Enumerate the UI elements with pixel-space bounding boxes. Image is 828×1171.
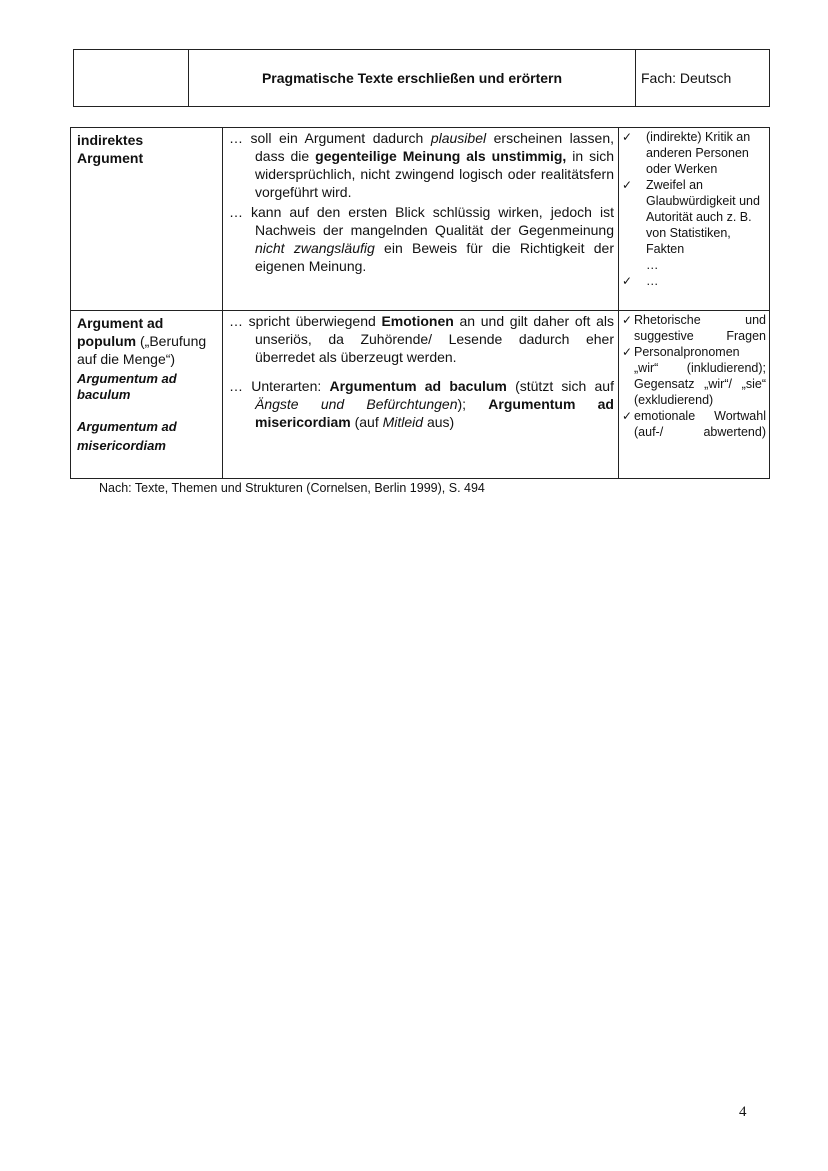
- list-item: ✓ …: [622, 274, 659, 288]
- checkmark-icon: ✓: [622, 345, 633, 359]
- list-item: ✓ (indirekte) Kritik an anderen Personen oder Werken: [622, 130, 751, 176]
- subject-label: Fach: Deutsch: [636, 50, 770, 107]
- argument-types-table: [70, 127, 770, 479]
- table-row: [71, 311, 770, 479]
- features-cell: [619, 128, 770, 311]
- subtype-name: Argumentum ad misericordiam: [77, 419, 177, 453]
- list-item: ✓ Rhetorische und suggestive Fragen: [622, 313, 766, 343]
- term-name: populum: [77, 333, 137, 349]
- list-item: ✓ emotionale Wortwahl (auf-/ abwertend): [622, 409, 766, 439]
- subtype-name: Argumentum ad baculum: [77, 371, 177, 402]
- list-item: …: [646, 258, 659, 272]
- checkmark-icon: ✓: [622, 130, 633, 144]
- description-paragraph: … Unterarten: Argumentum ad baculum (stützt sich auf Ängste und Befürchtungen); Argumentum ad misericordiam (auf Mitleid aus): [229, 378, 614, 430]
- term-name: indirektes: [77, 132, 144, 148]
- term-cell: [71, 128, 223, 311]
- source-citation: Nach: Texte, Themen und Strukturen (Cornelsen, Berlin 1999), S. 494: [99, 481, 485, 495]
- term-cell: [71, 311, 223, 479]
- description-cell: [223, 311, 619, 479]
- term-gloss: („Berufung auf die Menge“): [77, 333, 207, 367]
- checkmark-icon: ✓: [622, 274, 633, 288]
- list-item: ✓ Personalpronomen „wir“ (inkludierend); Gegensatz „wir“/ „sie“ (exkludierend): [622, 345, 766, 407]
- description-cell: [223, 128, 619, 311]
- description-paragraph: … soll ein Argument dadurch plausibel erscheinen lassen, dass die gegenteilige Meinung als unstimmig, in sich widersprüchlich, nicht zwingend logisch oder realitätsfern vorgeführt wird.: [229, 130, 614, 200]
- checkmark-icon: ✓: [622, 409, 633, 423]
- header-table: [73, 49, 770, 107]
- table-row: [71, 128, 770, 311]
- list-item: ✓ Zweifel an Glaubwürdigkeit und Autorität auch z. B. von Statistiken, Fakten: [622, 178, 760, 256]
- document-title: Pragmatische Texte erschließen und erörtern: [189, 50, 636, 107]
- description-paragraph: … kann auf den ersten Blick schlüssig wirken, jedoch ist Nachweis der mangelnden Qualität der Gegenmeinung nicht zwangsläufig ein Beweis für die Richtigkeit der eigenen Meinung.: [229, 204, 614, 274]
- features-cell: [619, 311, 770, 479]
- term-name: Argument ad: [77, 315, 164, 331]
- checkmark-icon: ✓: [622, 178, 633, 192]
- description-paragraph: … spricht überwiegend Emotionen an und gilt daher oft als unseriös, da Zuhörende/ Lesende dadurch eher überredet als überzeugt werden.: [229, 313, 615, 365]
- term-name: Argument: [77, 150, 144, 166]
- page-number: 4: [739, 1104, 747, 1120]
- checkmark-icon: ✓: [622, 313, 633, 327]
- header-blank-cell: [74, 50, 189, 107]
